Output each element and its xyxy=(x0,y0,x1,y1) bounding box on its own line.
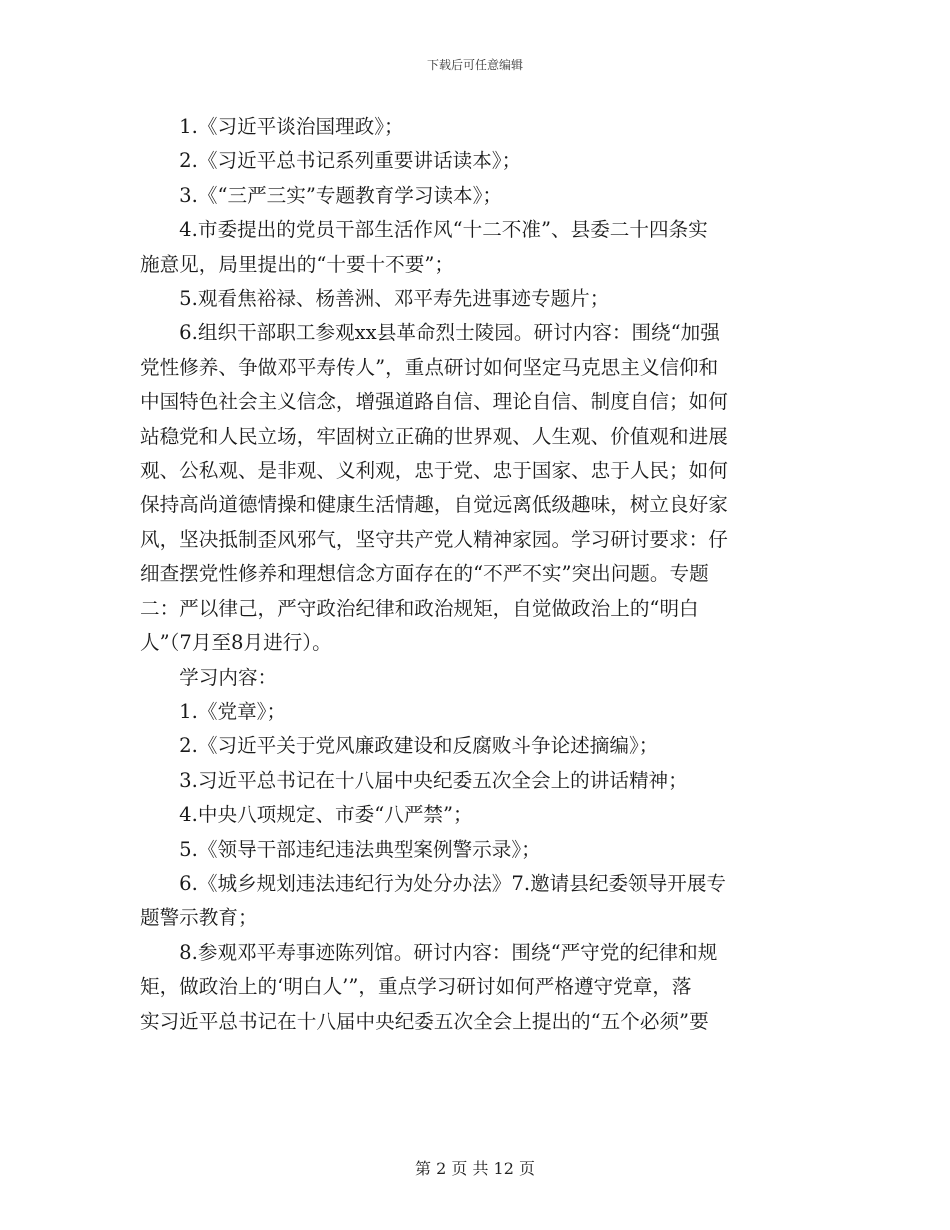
text-line: 3.习近平总书记在十八届中央纪委五次全会上的讲话精神； xyxy=(140,768,688,792)
text-line: 4.市委提出的党员干部生活作风“十二不准”、县委二十四条实 xyxy=(140,218,708,242)
text-line: 矩，做政治上的‘明白人’”，重点学习研讨如何严格遵守党章，落 xyxy=(140,975,692,999)
text-line: 中国特色社会主义信念，增强道路自信、理论自信、制度自信；如何 xyxy=(140,390,728,414)
text-line: 实习近平总书记在十八届中央纪委五次全会上提出的“五个必须”要 xyxy=(140,1009,709,1033)
text-line: 2.《习近平关于党风廉政建设和反腐败斗争论述摘编》； xyxy=(140,734,659,758)
text-line: 细查摆党性修养和理想信念方面存在的“不严不实”突出问题。专题 xyxy=(140,562,709,586)
text-line: 4.中央八项规定、市委“八严禁”； xyxy=(140,803,473,827)
text-line: 6.组织干部职工参观xx县革命烈士陵园。研讨内容：围绕“加强 xyxy=(140,321,720,345)
text-line: 保持高尚道德情操和健康生活情趣，自觉远离低级趣味，树立良好家 xyxy=(140,493,728,517)
page-footer: 第 2 页 共 12 页 xyxy=(415,1159,535,1178)
text-line: 题警示教育； xyxy=(140,906,258,930)
text-line: 3.《“三严三实”专题教育学习读本》； xyxy=(140,183,503,207)
text-line: 观、公私观、是非观、义利观，忠于党、忠于国家、忠于人民；如何 xyxy=(140,459,728,483)
text-line: 8.参观邓平寿事迹陈列馆。研讨内容：围绕“严守党的纪律和规 xyxy=(140,940,718,964)
text-line: 党性修养、争做邓平寿传人”，重点研讨如何坚定马克思主义信仰和 xyxy=(140,355,719,379)
text-line: 2.《习近平总书记系列重要讲话读本》； xyxy=(140,149,522,173)
text-line: 1.《习近平谈治国理政》； xyxy=(140,115,404,138)
text-line: 风，坚决抵制歪风邪气，坚守共产党人精神家园。学习研讨要求：仔 xyxy=(140,527,728,551)
text-line: 1.《党章》； xyxy=(140,699,287,723)
text-line: 二：严以律己，严守政治纪律和政治规矩，自觉做政治上的“明白 xyxy=(140,596,699,620)
page-header: 下载后可任意编辑 xyxy=(426,58,523,72)
text-line: 人”（7月至8月进行）。 xyxy=(140,631,332,655)
text-line: 6.《城乡规划违法违纪行为处分办法》7.邀请县纪委领导开展专 xyxy=(140,871,727,895)
text-line: 5.《领导干部违纪违法典型案例警示录》； xyxy=(140,837,541,861)
text-line: 学习内容： xyxy=(140,665,278,689)
text-line: 5.观看焦裕禄、杨善洲、邓平寿先进事迹专题片； xyxy=(140,287,610,311)
text-line: 站稳党和人民立场，牢固树立正确的世界观、人生观、价值观和进展 xyxy=(140,424,728,448)
text-line: 施意见，局里提出的“十要十不要”； xyxy=(140,252,454,276)
document-body xyxy=(140,110,800,1039)
